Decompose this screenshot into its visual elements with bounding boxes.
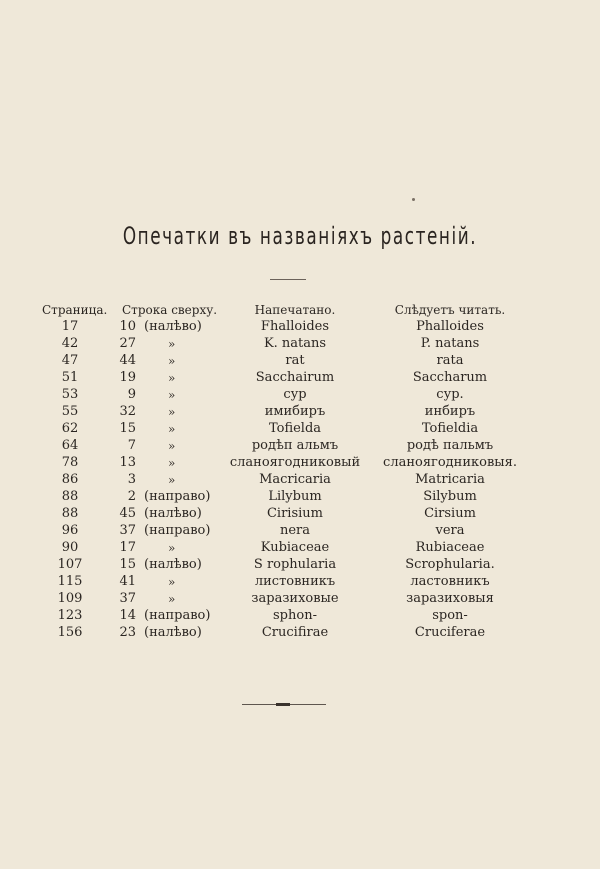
cell-printed: nera: [279, 523, 311, 538]
cell-note: (налѣво): [144, 319, 202, 334]
table-header: [0, 301, 600, 319]
cell-note: »: [168, 575, 176, 589]
cell-page: 47: [61, 353, 79, 368]
cell-printed: заразиховые: [251, 591, 339, 606]
table-row: [0, 539, 600, 557]
cell-page: 156: [57, 625, 83, 640]
cell-note: »: [168, 371, 176, 385]
cell-page: 109: [57, 591, 83, 606]
cell-printed: Tofielda: [268, 421, 322, 436]
cell-note: (направо): [144, 523, 211, 538]
cell-note: »: [168, 422, 176, 436]
cell-page: 88: [61, 506, 79, 521]
cell-note: »: [168, 541, 176, 555]
title-rule: [270, 279, 306, 280]
cell-read: заразиховыя: [406, 591, 494, 606]
cell-note: (направо): [144, 608, 211, 623]
cell-printed: K. natans: [263, 336, 327, 351]
cell-read: Saccharum: [412, 370, 488, 385]
cell-printed: Lilybum: [268, 489, 322, 504]
header-read: Слѣдуетъ читать.: [394, 303, 506, 317]
cell-printed: сланоягодниковый: [229, 455, 361, 470]
cell-note: »: [168, 439, 176, 453]
header-line: Строка сверху.: [122, 303, 218, 317]
cell-printed: имибиръ: [264, 404, 326, 419]
cell-printed: сур: [283, 387, 307, 402]
cell-read: spon-: [432, 608, 468, 623]
cell-printed: Kubiaceae: [260, 540, 330, 555]
cell-line: 13: [119, 455, 136, 470]
cell-line: 7: [127, 438, 136, 453]
cell-line: 3: [127, 472, 136, 487]
cell-read: Silybum: [423, 489, 477, 504]
cell-printed: Macricaria: [259, 472, 331, 487]
cell-line: 37: [119, 523, 136, 538]
cell-page: 78: [61, 455, 79, 470]
cell-read: Matricaria: [415, 472, 485, 487]
cell-note: »: [168, 354, 176, 368]
cell-page: 53: [61, 387, 79, 402]
table-row: [0, 352, 600, 370]
cell-printed: Sacchairum: [255, 370, 335, 385]
cell-line: 32: [119, 404, 136, 419]
cell-note: (направо): [144, 489, 211, 504]
cell-line: 10: [119, 319, 136, 334]
cell-note: (налѣво): [144, 506, 202, 521]
cell-note: (налѣво): [144, 625, 202, 640]
cell-read: Tofieldia: [421, 421, 479, 436]
cell-page: 123: [57, 608, 83, 623]
table-row: [0, 403, 600, 421]
cell-read: сланоягодниковыя.: [383, 455, 517, 470]
cell-note: »: [168, 456, 176, 470]
table-row: [0, 607, 600, 625]
cell-note: »: [168, 592, 176, 606]
table-row: [0, 556, 600, 574]
cell-line: 27: [119, 336, 136, 351]
table-row: [0, 335, 600, 353]
cell-page: 90: [61, 540, 79, 555]
cell-line: 23: [119, 625, 136, 640]
cell-page: 42: [61, 336, 79, 351]
cell-line: 37: [119, 591, 136, 606]
cell-page: 107: [57, 557, 83, 572]
cell-read: родѣ пальмъ: [406, 438, 494, 453]
cell-printed: родѣп альмъ: [251, 438, 339, 453]
table-row: [0, 590, 600, 608]
cell-printed: Fhalloides: [260, 319, 330, 334]
cell-line: 19: [119, 370, 136, 385]
cell-line: 14: [119, 608, 136, 623]
cell-page: 88: [61, 489, 79, 504]
cell-page: 64: [61, 438, 79, 453]
cell-page: 55: [61, 404, 79, 419]
cell-line: 41: [119, 574, 136, 589]
cell-line: 45: [119, 506, 136, 521]
cell-line: 44: [119, 353, 136, 368]
cell-printed: Cirisium: [266, 506, 323, 521]
rule-center-mark: [276, 703, 290, 706]
cell-read: инбиръ: [424, 404, 476, 419]
cell-read: vera: [435, 523, 465, 538]
bottom-ornament-rule: [242, 704, 326, 705]
cell-page: 86: [61, 472, 79, 487]
header-printed: Напечатано.: [254, 303, 336, 317]
ink-speck: [412, 198, 415, 201]
page-title: Опечатки въ названіяхъ растеній.: [122, 222, 478, 250]
cell-note: »: [168, 405, 176, 419]
cell-line: 2: [127, 489, 136, 504]
cell-read: Scrophularia.: [405, 557, 495, 572]
cell-page: 51: [61, 370, 79, 385]
table-row: [0, 573, 600, 591]
table-row: [0, 318, 600, 336]
cell-read: сур.: [436, 387, 464, 402]
cell-read: rata: [436, 353, 464, 368]
cell-read: P. natans: [420, 336, 480, 351]
cell-line: 15: [119, 557, 136, 572]
cell-note: »: [168, 337, 176, 351]
cell-page: 96: [61, 523, 79, 538]
cell-read: Cirsium: [424, 506, 476, 521]
cell-page: 17: [61, 319, 79, 334]
cell-page: 115: [57, 574, 83, 589]
cell-printed: S rophularia: [253, 557, 337, 572]
cell-note: »: [168, 473, 176, 487]
cell-printed: rat: [285, 353, 305, 368]
cell-note: »: [168, 388, 176, 402]
table-row: [0, 471, 600, 489]
table-row: [0, 505, 600, 523]
cell-printed: sphon-: [273, 608, 317, 623]
table-row: [0, 420, 600, 438]
table-row: [0, 454, 600, 472]
cell-line: 9: [127, 387, 136, 402]
table-row: [0, 488, 600, 506]
cell-page: 62: [61, 421, 79, 436]
table-row: [0, 624, 600, 642]
cell-note: (налѣво): [144, 557, 202, 572]
cell-read: Rubiaceae: [415, 540, 485, 555]
cell-line: 17: [119, 540, 136, 555]
cell-printed: листовникъ: [254, 574, 336, 589]
cell-read: ластовникъ: [410, 574, 490, 589]
header-page: Страница.: [42, 303, 108, 317]
cell-read: Cruciferae: [414, 625, 486, 640]
table-row: [0, 522, 600, 540]
cell-line: 15: [119, 421, 136, 436]
table-row: [0, 386, 600, 404]
cell-read: Phalloides: [416, 319, 484, 334]
table-row: [0, 369, 600, 387]
cell-printed: Crucifirae: [261, 625, 329, 640]
table-row: [0, 437, 600, 455]
